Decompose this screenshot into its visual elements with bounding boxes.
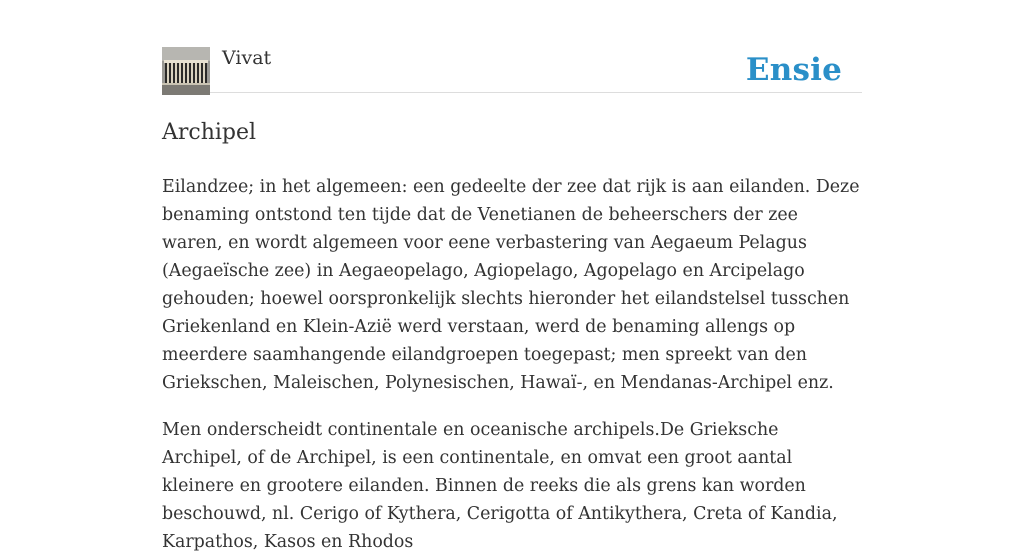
header	[162, 0, 862, 93]
brand-logo[interactable]: Ensie	[745, 52, 842, 88]
colonnade-photo-icon	[162, 47, 210, 95]
article-paragraph: Men onderscheidt continentale en oceanische archipels.De Grieksche Archipel, of de Archipel, is een continentale, en omvat een groot aantal kleinere en grootere eilanden. Binnen de reeks die als grens kan worden beschouwd, nl. Cerigo of Kythera, Cerigotta of Antikythera, Creta of Kandia, Karpathos, Kasos en Rhodos	[162, 420, 838, 552]
author-name[interactable]: Vivat	[222, 47, 272, 69]
author-avatar[interactable]	[162, 47, 210, 95]
article-paragraph: Eilandzee; in het algemeen: een gedeelte der zee dat rijk is aan eilanden. Deze benaming ontstond ten tijde dat de Venetianen de beheerschers der zee waren, en wordt algemeen voor eene verbastering van Aegaeum Pelagus (Aegaeïsche zee) in Aegaeopelago, Agiopelago, Agopelago en Arcipelago gehouden; hoewel oorspronkelijk slechts hieronder het eilandstelsel tusschen Griekenland en Klein-Azië werd verstaan, werd de benaming allengs op meerdere saamhangende eilandgroepen toegepast; men spreekt van den Griekschen, Maleischen, Polynesischen, Hawaï-, en Mendanas-Archipel enz.	[162, 177, 860, 393]
page	[162, 0, 862, 556]
article-title: Archipel	[162, 120, 257, 145]
